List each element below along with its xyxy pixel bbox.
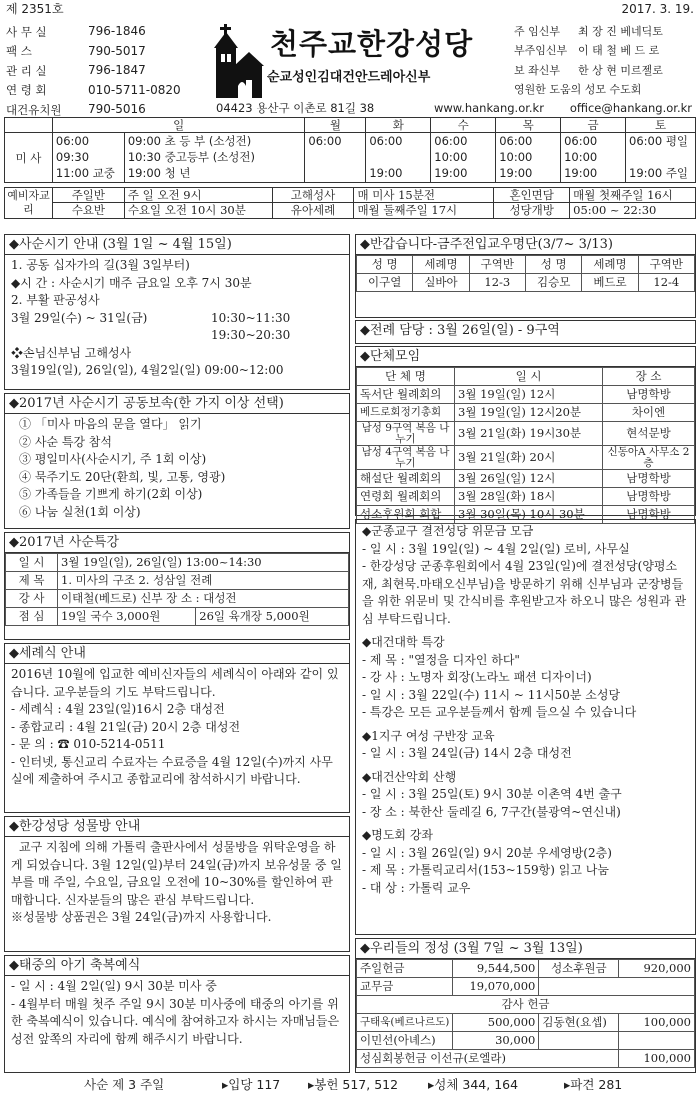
- address: 04423 용산구 이촌로 81길 38: [216, 101, 375, 115]
- day-header: 수: [431, 118, 496, 133]
- contact-row: 관 리 실 796-1847: [6, 63, 146, 78]
- section-title: ◆단체모임: [356, 347, 695, 367]
- section-title: ◆우리들의 정성 (3월 7일 ~ 3월 13일): [356, 939, 695, 959]
- church-icon: [212, 24, 264, 98]
- church-shop-box: ◆한강성당 성물방 안내 교구 지침에 의해 가톨릭 출판사에서 성물방을 위탁운영을 하게 되었습니다. 3월 12일(일)부터 24일(금)까지 보유성물 중 일부를 매 주일, 수요일, 금요일 오전에 10~30%를 할인하여 판매합니다. 신자분들의 많은 관심 부탁드립니다. ※성물방 상품권은 3월 24일(금)까지 사용합니다.: [4, 816, 350, 952]
- unborn-blessing-box: ◆태중의 아기 축복예식 - 일 시 : 4월 2일(일) 9시 30분 미사 중 - 4월부터 매월 첫주 주일 9시 30분 미사중에 태중의 아기를 위한 축복예식이 있습니다. 예식에 참여하고자 하시는 자매님들은 성전 앞쪽의 자리에 함께 해주시기 바랍니다.: [4, 955, 350, 1073]
- section-title: ◆2017년 사순시기 공동보속(한 가지 이상 선택): [5, 394, 349, 414]
- contact-row: 대건유치원 790-5016: [6, 102, 146, 117]
- website-link[interactable]: www.hankang.or.kr: [434, 101, 544, 115]
- table-row: 남성 9구역 복음 나누기 3월 21일(화) 19시30분 현석문방: [357, 422, 695, 446]
- section-title: ◆2017년 사순특강: [5, 533, 349, 553]
- hymn-communion: ▸성체 344, 164: [428, 1077, 519, 1092]
- notices-box: ◆군종교구 결전성당 위문금 모금 - 일 시 : 3월 19일(일) ~ 4월 2일(일) 로비, 사무실 - 한강성당 군종후원회에서 4월 23일(일)에 결전성당(양평소재, 최현묵.마태오신부님)을 방문하기 위해 신부님과 군장병들을 위한 위문비 및 간식비를 후원받고자 하오니 많은 성원과 관심 부탁드립니다. ◆대건대학 특강 - 제 목 : "열정을 디자인 하다" - 강 사 : 노명자 회장(노라노 패션 디자이너) - 일 시 : 3월 22일(수) 11시 ~ 11시50분 소성당 - 특강은 모든 교우분들께서 함께 들으실 수 있습니다 ◆1지구 여성 구반장 교육 - 일 시 : 3월 24일(금) 14시 2층 대성전 ◆대건산악회 산행 - 일 시 : 3월 25일(토) 9시 30분 이촌역 4번 출구 - 장 소 : 북한산 둘레길 6, 7구간(불광역~연신내) ◆명도회 강좌 - 일 시 : 3월 26일(일) 9시 20분 우세영방(2층) - 제 목 : 가톨릭교리서(153~159항) 읽고 나눔 - 대 상 : 가톨릭 교우: [355, 519, 696, 935]
- staff-row: 부주임신부 이 태 철 베 드 로: [514, 44, 660, 58]
- logo-subtitle: 순교성인김대건안드레아신부: [267, 70, 431, 85]
- group-meetings-table: 단 체 명 일 시 장 소 독서단 월례회의 3월 19일(일) 12시 남명학방 베드로회정기총회 3월 19일(일) 12시20분 차이엔 남성 9구역 복음 나누기 3월 21일(화) 19시30분 현석문방 남성 4구역 복음 나누기 3월 21일(화) 20시 신동아A 사무소 2층 해설단 월례회의 3월 26일(일) 12시 남명학방 연령회 월례회의 3월 28일(화) 18시 남명학방 성소후원회 회합 3월 30일(목) 10시 30분 남명학방: [356, 367, 695, 524]
- section-title: ◆전례 담당 : 3월 26일(일) - 9구역: [360, 323, 560, 338]
- mass-times-sunday-groups: 09:00 초 등 부 (소성전) 10:30 중고등부 (소성전) 19:00 청 년: [124, 133, 305, 183]
- section-title: ◆세례식 안내: [5, 644, 349, 664]
- mass-times-mon: 06:00: [305, 133, 366, 183]
- section-title: ◆태중의 아기 축복예식: [5, 956, 349, 976]
- day-header: 목: [496, 118, 561, 133]
- table-row: 베드로회정기총회 3월 19일(일) 12시20분 차이엔: [357, 404, 695, 422]
- staff-row: 영원한 도움의 성모 수도회: [514, 83, 642, 97]
- section-title: ◆반갑습니다-금주전입교우명단(3/7~ 3/13): [356, 235, 695, 255]
- baptism-box: ◆세례식 안내 2016년 10월에 입교한 예비신자들의 세례식이 아래와 같이 있습니다. 교우분들의 기도 부탁드립니다. - 세례식 : 4월 23일(일)16시 2층 대성전 - 종합교리 : 4월 21일(금) 20시 2층 대성전 - 문 의 : ☎ 010-5214-0511 - 인터넷, 통신교리 수료자는 수료증을 4월 12일(수)까지 사무실에 제출하여 주시고 종합교리에 참석하시기 바랍니다.: [4, 643, 350, 813]
- mass-times-sat: 06:00 평일 19:00 주일: [626, 133, 696, 183]
- issue-date: 2017. 3. 19.: [621, 2, 694, 16]
- notice-title: ◆대건대학 특강: [362, 635, 445, 649]
- offering-box: [355, 938, 696, 1073]
- table-row: 성소후원회 회합 3월 30일(목) 10시 30분 남명학방: [357, 506, 695, 524]
- table-row: 연령회 월례회의 3월 28일(화) 18시 남명학방: [357, 488, 695, 506]
- group-meetings-box: [355, 346, 696, 522]
- staff-row: 보 좌신부 한 상 현 미르젤로: [514, 63, 663, 77]
- mass-times-tue: 06:00 19:00: [366, 133, 431, 183]
- lent-lecture-box: ◆2017년 사순특강 일 시 3월 19일(일), 26일(일) 13:00~14:30 제 목 1. 미사의 구조 2. 성삼일 전례 강 사 이태철(베드로) 신부 장 소 : 대성전 점 심 19일 국수 3,000원 26일 육개장 5,000원: [4, 532, 350, 640]
- liturgical-week: 사순 제 3 주일: [84, 1077, 165, 1092]
- hymn-dismissal: ▸파견 281: [564, 1077, 623, 1092]
- day-header: 금: [561, 118, 626, 133]
- issue-number: 제 2351호: [6, 2, 64, 16]
- church-logo: [212, 24, 484, 100]
- notice-title: ◆군종교구 결전성당 위문금 모금: [362, 524, 534, 538]
- contact-row: 연 령 회 010-5711-0820: [6, 82, 181, 98]
- offering-table: 주일헌금 9,544,500 성소후원금 920,000 교무금 19,070,000 감사 헌금 구태욱(베르나르도) 500,000 김동현(요셉) 100,000 이민선(아녜스) 30,000 성심회봉헌금 이선규(로엘라) 100,000: [356, 959, 695, 1068]
- mass-row-label: 미 사: [5, 133, 53, 183]
- hymn-entry: ▸입당 117: [222, 1077, 281, 1092]
- address-line: [6, 101, 694, 117]
- section-title: ◆사순시기 안내 (3월 1일 ~ 4월 15일): [5, 235, 349, 255]
- notice-title: ◆대건산악회 산행: [362, 769, 457, 784]
- lent-guide-box: ◆사순시기 안내 (3월 1일 ~ 4월 15일) 1. 공동 십자가의 길(3월 3일부터) ◆시 간 : 사순시기 매주 금요일 오후 7시 30분 2. 부활 판공성사 3월 29일(수) ~ 31일(금) 10:30~11:30 19:30~20:30 ❖손님신부님 고해성사 3월19일(일), 26일(일), 4월2일(일) 09:00~12:00: [4, 234, 350, 390]
- hymn-offering: ▸봉헌 517, 512: [308, 1077, 399, 1092]
- mass-schedule-table: [4, 117, 696, 183]
- mass-times-sunday: 06:00 09:30 11:00 교중: [52, 133, 124, 183]
- table-row: 독서단 월례회의 3월 19일(일) 12시 남명학방: [357, 386, 695, 404]
- liturgy-box: [355, 320, 696, 344]
- day-header: 화: [366, 118, 431, 133]
- mass-times-fri: 06:00 10:00 19:00: [561, 133, 626, 183]
- staff-row: 주 임신부 최 장 진 베네딕토: [514, 24, 663, 38]
- staff-list: [514, 22, 698, 100]
- notice-title: ◆1지구 여성 구반장 교육: [362, 728, 495, 743]
- mass-times-wed: 06:00 10:00 19:00: [431, 133, 496, 183]
- hymn-footer: [4, 1076, 696, 1096]
- email-link[interactable]: office@hankang.or.kr: [569, 101, 692, 115]
- day-header: 토: [626, 118, 696, 133]
- mass-times-thu: 06:00 10:00 19:00: [496, 133, 561, 183]
- table-row: 해설단 월례회의 3월 26일(일) 12시 남명학방: [357, 470, 695, 488]
- welcome-box: ◆반갑습니다-금주전입교우명단(3/7~ 3/13) 성 명 세례명 구역반 성 명 세례명 구역반 이구열 실바아 12-3 김승모 베드로 12-4: [355, 234, 696, 318]
- catechism-schedule-table: 예비자교리 주일반 주 일 오전 9시 고해성사 매 미사 15분전 혼인면담 매월 첫째주일 16시 수요반 수요일 오전 10시 30분 유아세례 매월 둘째주일 17시 성당개방 05:00 ~ 22:30: [4, 187, 696, 219]
- notice-title: ◆명도회 강좌: [362, 828, 434, 842]
- header-top: [6, 2, 694, 18]
- table-row: 남성 4구역 복음 나누기 3월 21일(화) 20시 신동아A 사무소 2층: [357, 446, 695, 470]
- day-header: 월: [305, 118, 366, 133]
- logo-title: 천주교한강성당: [270, 27, 474, 61]
- day-header: 일: [52, 118, 305, 133]
- contact-row: 사 무 실 796-1846: [6, 24, 146, 39]
- section-title: ◆한강성당 성물방 안내: [5, 817, 349, 837]
- catechism-label: 예비자교리: [5, 188, 53, 219]
- penance-box: ◆2017년 사순시기 공동보속(한 가지 이상 선택) ① 「미사 마음의 문을 열다」 읽기 ② 사순 특강 참석 ③ 평일미사(사순시기, 주 1회 이상) ④ 묵주기도 20단(환희, 빛, 고통, 영광) ⑤ 가족들을 기쁘게 하기(2회 이상) ⑥ 나눔 실천(1회 이상): [4, 393, 350, 529]
- contact-row: 팩 스 790-5017: [6, 43, 146, 59]
